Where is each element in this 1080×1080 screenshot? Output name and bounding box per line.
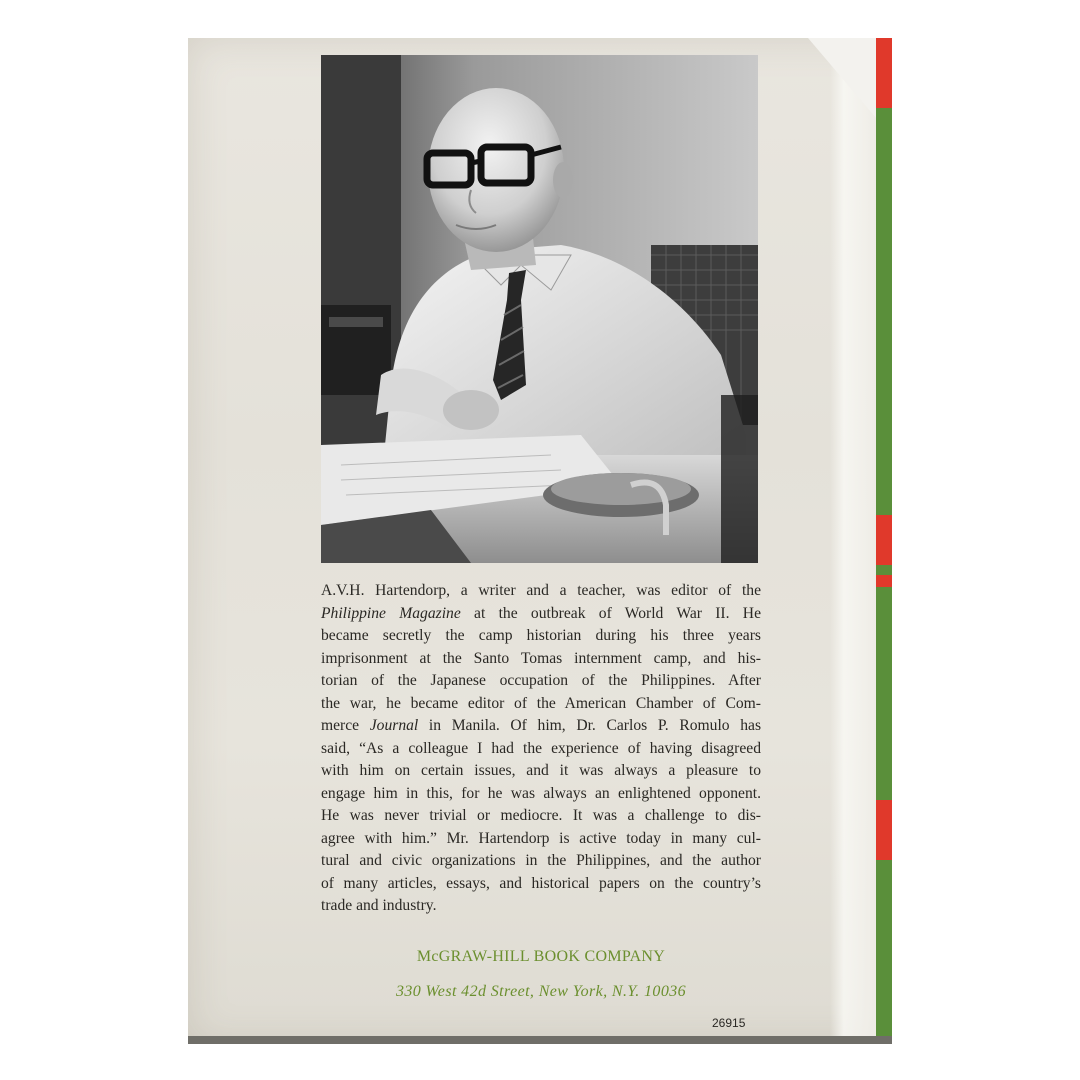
catalog-number: 26915 (712, 1016, 746, 1030)
cover-fold-highlight (830, 38, 876, 1044)
bio-line (321, 693, 761, 716)
bio-italic-title: Philippine Magazine (321, 604, 461, 622)
bio-line (321, 895, 761, 918)
bio-line (321, 805, 761, 828)
bio-text: He was never trivial or mediocre. It was a challenge to dis- (321, 807, 761, 824)
bio-text: in Manila. Of him, Dr. Carlos P. Romulo has (418, 717, 762, 734)
bio-line (321, 670, 761, 693)
bio-line (321, 760, 761, 783)
spine-red-band (876, 800, 892, 860)
bio-text: with him on certain issues, and it was always a pleasure to (321, 762, 761, 779)
bio-line (321, 783, 761, 806)
bio-text: imprisonment at the Santo Tomas internment camp, and his- (321, 649, 761, 667)
bio-text: said, “As a colleague I had the experience of having disagreed (321, 739, 761, 757)
bio-line (321, 648, 761, 671)
publisher-address: 330 West 42d Street, New York, N.Y. 10036 (395, 983, 687, 1000)
bio-line (321, 580, 761, 603)
bio-line (321, 603, 761, 626)
bio-line (321, 873, 761, 896)
bio-text: A.V.H. Hartendorp, a writer and a teacher, was editor of the (321, 582, 761, 599)
bio-text: at the outbreak of World War II. He (460, 604, 761, 622)
bio-text: agree with him.” Mr. Hartendorp is active today in many cul- (321, 829, 761, 847)
bio-line (321, 738, 761, 761)
author-photo-graphic (321, 55, 758, 563)
bio-text: torian of the Japanese occupation of the Philippines. After (321, 672, 761, 689)
bio-text: the war, he became editor of the American Chamber of Com- (321, 694, 761, 712)
bio-text: tural and civic organizations in the Philippines, and the author (321, 852, 761, 869)
bio-text: engage him in this, for he was always an enlightened opponent. (321, 784, 761, 802)
bio-line (321, 625, 761, 648)
cover-bottom-edge (188, 1036, 892, 1044)
spine-red-band (876, 575, 892, 587)
bio-text: merce (321, 717, 370, 734)
bio-italic-title: Journal (369, 717, 419, 734)
author-photo (321, 55, 758, 563)
bio-line (321, 828, 761, 851)
spine-red-band (876, 515, 892, 565)
bio-text: of many articles, essays, and historical papers on the country’s (321, 874, 761, 892)
torn-corner (808, 38, 876, 118)
bio-line (321, 850, 761, 873)
bio-line (321, 715, 761, 738)
spine-red-band (876, 38, 892, 108)
author-biography (321, 580, 761, 918)
publisher-name: McGRAW-HILL BOOK COMPANY (416, 948, 666, 965)
bio-text: trade and industry. (321, 897, 437, 914)
bio-text: became secretly the camp historian during his three years (321, 627, 761, 644)
